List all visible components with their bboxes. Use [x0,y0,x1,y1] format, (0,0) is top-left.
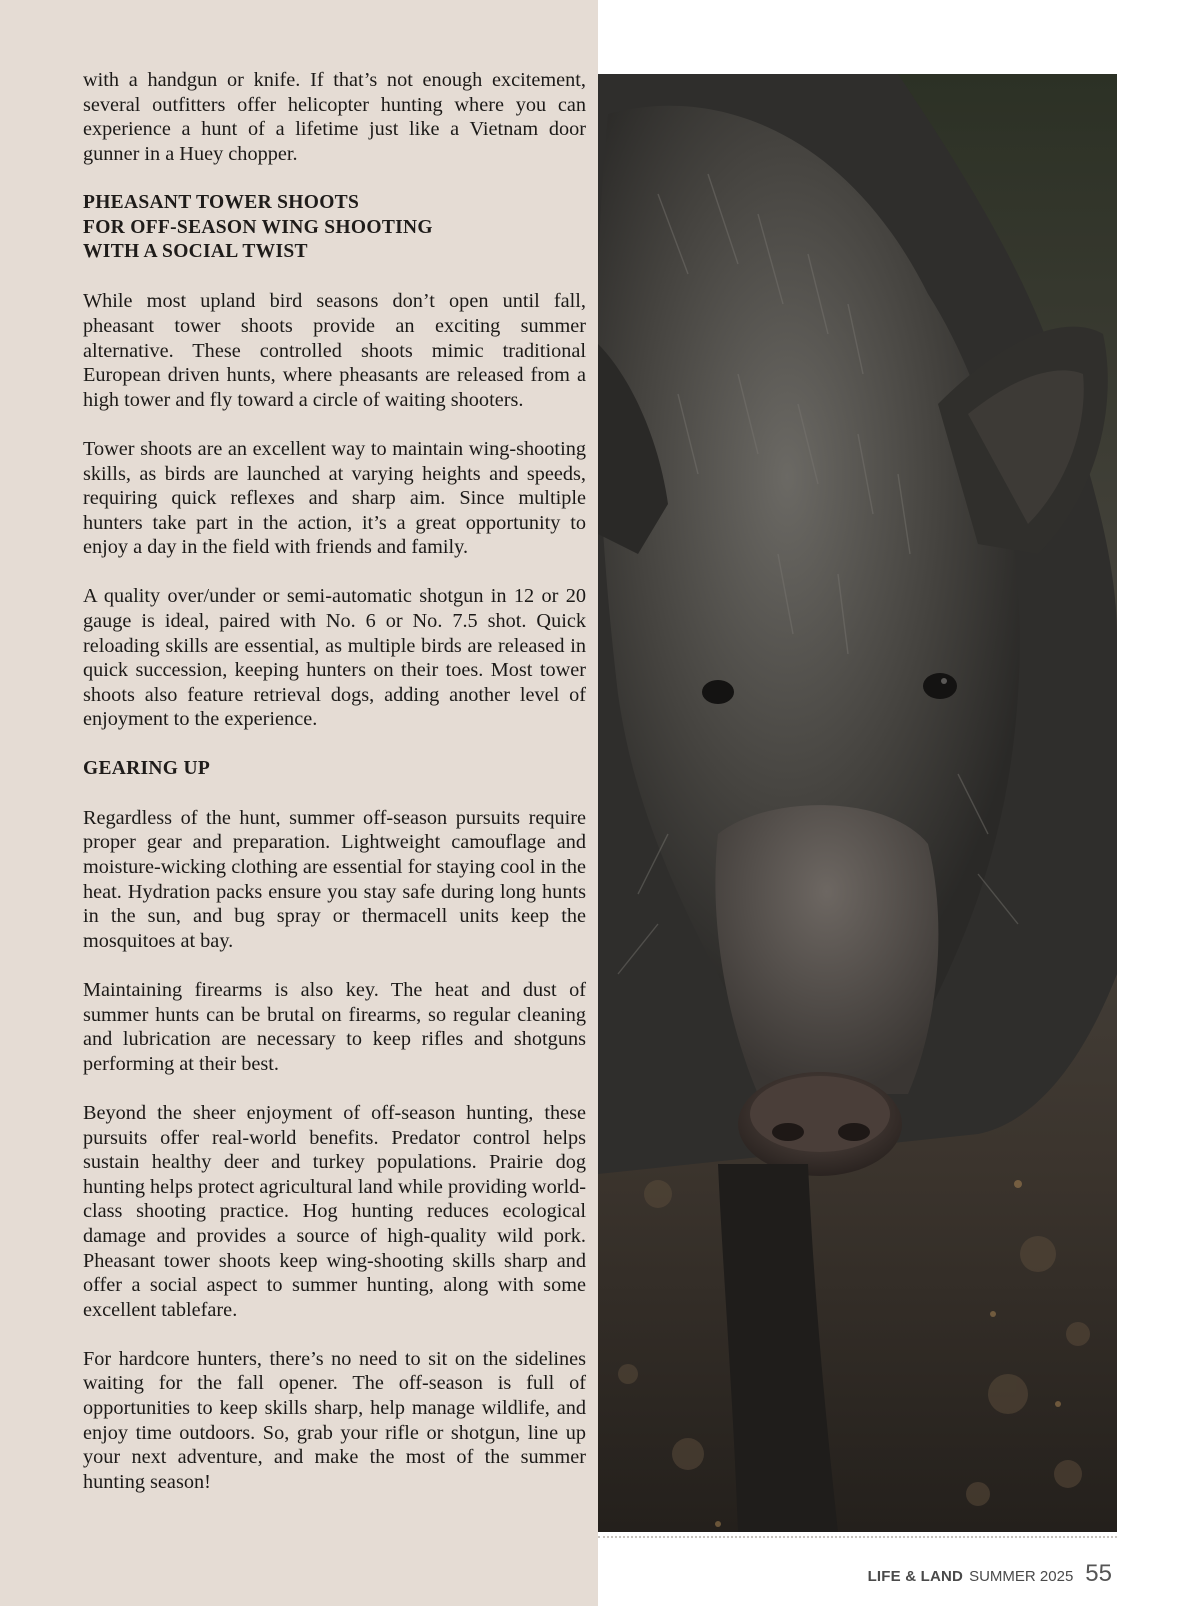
page-number: 55 [1085,1560,1112,1587]
heading-gearing-up: GEARING UP [83,757,211,779]
paragraph-tower-shoots-skills: Tower shoots are an excellent way to maintain wing-shooting skills, as birds are launched at varying heights and speeds, requiring quick reflexes and sharp aim. Since multiple hunters take part in the action, it’s a great opportunity to enjoy a day in the field with friends and family. [83,437,586,559]
paragraph-shotgun-gear: A quality over/under or semi-automatic shotgun in 12 or 20 gauge is ideal, paired with No. 6 or No. 7.5 shot. Quick reloading skills are essential, as multiple birds are released in quick succession, keeping hunters on their toes. Most tower shoots also feature retrieval dogs, adding another level of enjoyment to the experience. [83,585,586,731]
page-footer [868,1560,1112,1590]
heading-line: PHEASANT TOWER SHOOTS [83,191,360,213]
paragraph-conclusion: For hardcore hunters, there’s no need to sit on the sidelines waiting for the fall opener. The off-season is full of opportunities to keep skills sharp, help manage wildlife, and enjoy time outdoors. So, grab your rifle or shotgun, line up your next adventure, and make the most of the summer hunting season! [83,1347,586,1493]
issue-label: SUMMER 2025 [969,1568,1074,1585]
paragraph-benefits: Beyond the sheer enjoyment of off-season hunting, these pursuits offer real-world benefits. Predator control helps sustain healthy deer and turkey populations. Prairie dog hunting helps protect agricultural land while providing world-class shooting practice. Hog hunting reduces ecological damage and provides a source of high-quality wild pork. Pheasant tower shoots keep wing-shooting skills sharp and offer a social aspect to summer hunting, along with some excellent tablefare. [83,1101,586,1321]
wild-boar-photo [598,74,1117,1532]
heading-line: WITH A SOCIAL TWIST [83,241,308,263]
heading-pheasant-tower-shoots [83,191,586,265]
heading-line: FOR OFF-SEASON WING SHOOTING [83,216,433,238]
paragraph-gear-preparation: Regardless of the hunt, summer off-season pursuits require proper gear and preparation. Lightweight camouflage and moisture-wicking clothing are essential for staying cool in the heat. Hydration packs ensure you stay safe during long hunts in the sun, and bug spray or thermacell units keep the mosquitoes at bay. [83,806,586,952]
paragraph-firearm-maintenance: Maintaining firearms is also key. The heat and dust of summer hunts can be brutal on firearms, so regular cleaning and lubrication are necessary to keep rifles and shotguns performing at their best. [83,978,586,1075]
photo-bottom-rule [598,1536,1117,1538]
article-body [83,68,586,1494]
magazine-name: LIFE & LAND [867,1568,964,1585]
paragraph-tower-shoots-intro: While most upland bird seasons don’t open until fall, pheasant tower shoots provide an exciting summer alternative. These controlled shoots mimic traditional European driven hunts, where pheasants are released from a high tower and fly toward a circle of waiting shooters. [83,290,586,411]
paragraph-helicopter-hunting: with a handgun or knife. If that’s not enough excitement, several outfitters offer helicopter hunting where you can experience a hunt of a lifetime just like a Vietnam door gunner in a Huey chopper. [83,69,586,165]
